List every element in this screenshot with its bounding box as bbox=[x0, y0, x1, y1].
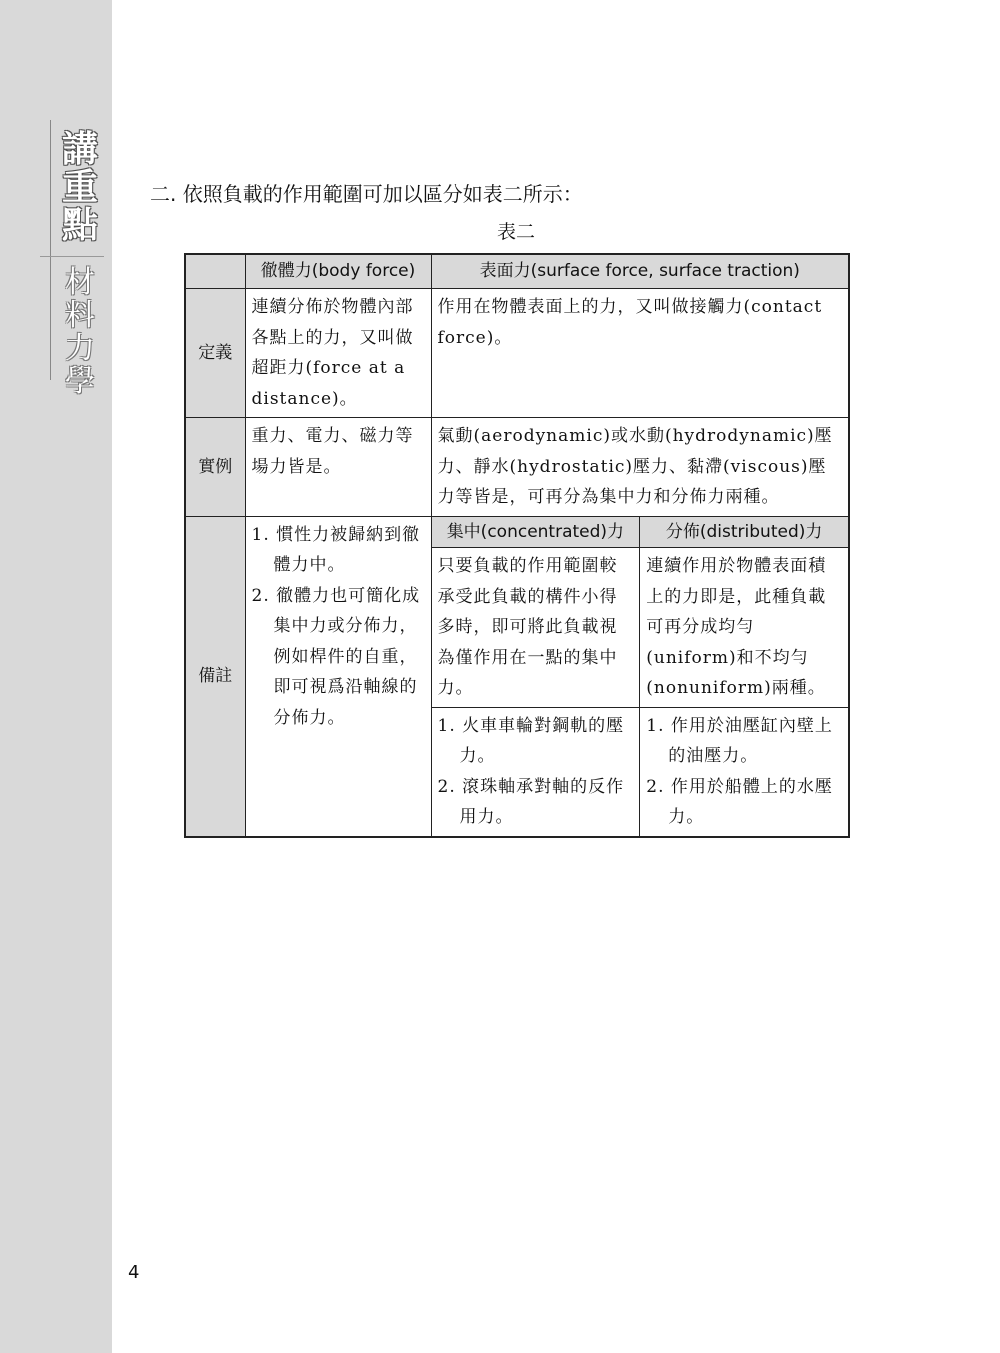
force-classification-table bbox=[184, 253, 850, 838]
distributed-example-list bbox=[646, 711, 842, 833]
header-concentrated-force: 集中(concentrated)力 bbox=[432, 517, 640, 548]
list-item: 1. 作用於油壓缸內壁上的油壓力。 bbox=[646, 715, 833, 766]
header-distributed-force: 分佈(distributed)力 bbox=[640, 517, 848, 548]
page-number: 4 bbox=[128, 1262, 140, 1283]
table-caption: 表二 bbox=[496, 221, 535, 243]
row-label-definition: 定義 bbox=[185, 289, 245, 418]
examples-row bbox=[185, 418, 849, 517]
sidebar-line bbox=[50, 120, 51, 380]
header-corner bbox=[185, 254, 245, 289]
list-item: 1. 火車車輪對鋼軌的壓力。 bbox=[437, 715, 625, 766]
sidebar bbox=[0, 0, 112, 1353]
list-item: 1. 慣性力被歸納到徹體力中。 bbox=[251, 524, 421, 575]
distributed-examples bbox=[640, 707, 848, 836]
definition-row bbox=[185, 289, 849, 418]
definition-surface-force: 作用在物體表面上的力，又叫做接觸力(contact force)。 bbox=[431, 289, 849, 418]
subtable-description-row bbox=[432, 548, 849, 708]
remarks-surface-force bbox=[431, 516, 849, 837]
list-item: 2. 滾珠軸承對軸的反作用力。 bbox=[437, 776, 625, 827]
sidebar-title: 講重點 bbox=[61, 128, 98, 246]
section-heading: 二. 依照負載的作用範圍可加以區分如表二所示： bbox=[150, 182, 583, 206]
concentrated-example-list bbox=[438, 711, 634, 833]
definition-body-force: 連續分佈於物體內部各點上的力，又叫做超距力(force at a distance)。 bbox=[245, 289, 431, 418]
surface-force-subtable bbox=[432, 517, 849, 836]
concentrated-examples bbox=[432, 707, 640, 836]
remarks-row bbox=[185, 516, 849, 837]
list-item: 2. 徹體力也可簡化成集中力或分佈力，例如桿件的自重，即可視爲沿軸線的分佈力。 bbox=[251, 585, 421, 728]
header-surface-force: 表面力(surface force, surface traction) bbox=[431, 254, 849, 289]
concentrated-description: 只要負載的作用範圍較承受此負載的構件小得多時，即可將此負載視為僅作用在一點的集中力。 bbox=[432, 548, 640, 708]
remarks-body-force bbox=[245, 516, 431, 837]
header-body-force: 徹體力(body force) bbox=[245, 254, 431, 289]
row-label-remarks: 備註 bbox=[185, 516, 245, 837]
subtable-examples-row bbox=[432, 707, 849, 836]
remarks-body-list bbox=[252, 520, 425, 734]
table-header-row bbox=[185, 254, 849, 289]
row-label-examples: 實例 bbox=[185, 418, 245, 517]
examples-surface-force: 氣動(aerodynamic)或水動(hydrodynamic)壓力、靜水(hydrostatic)壓力、黏滯(viscous)壓力等皆是，可再分為集中力和分佈力兩種。 bbox=[431, 418, 849, 517]
distributed-description: 連續作用於物體表面積上的力即是，此種負載可再分成均勻(uniform)和不均勻(nonuniform)兩種。 bbox=[640, 548, 848, 708]
subtable-header-row bbox=[432, 517, 849, 548]
sidebar-divider bbox=[40, 256, 104, 257]
sidebar-subtitle: 材料力學 bbox=[65, 265, 95, 399]
list-item: 2. 作用於船體上的水壓力。 bbox=[646, 776, 833, 827]
examples-body-force: 重力、電力、磁力等場力皆是。 bbox=[245, 418, 431, 517]
